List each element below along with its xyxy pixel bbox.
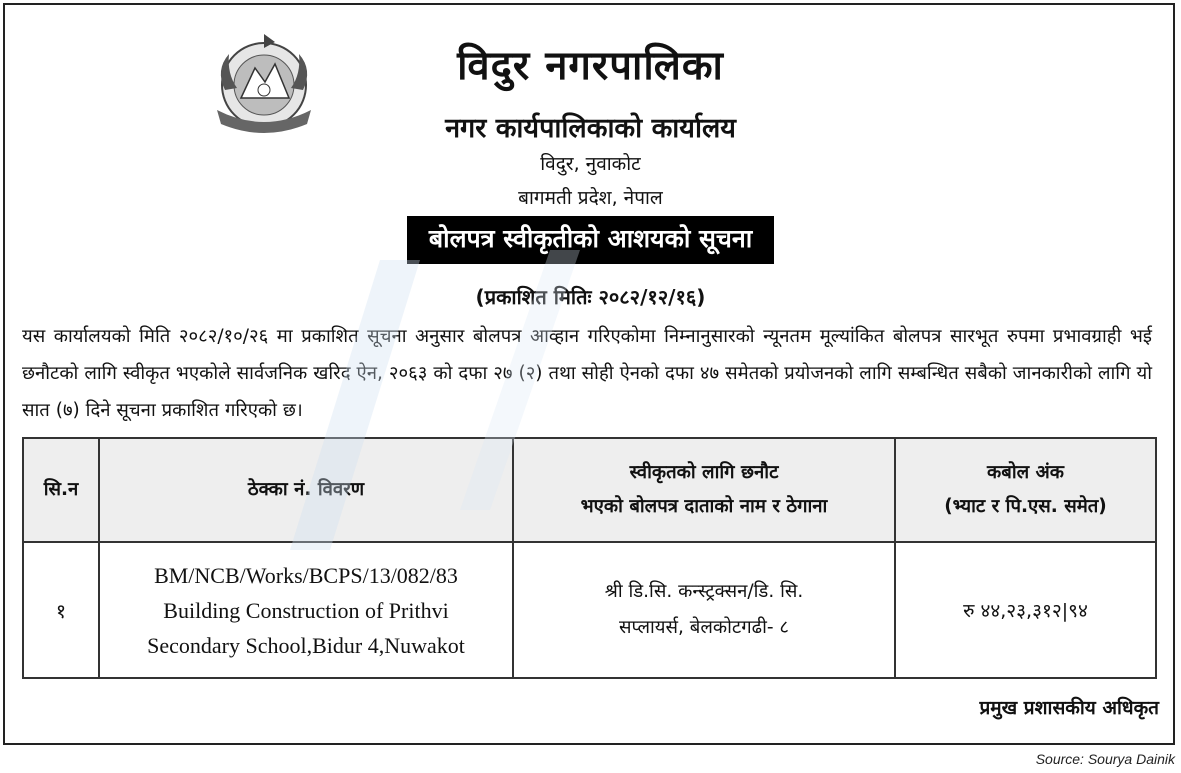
cell-bidder: [513, 542, 895, 678]
published-date: (प्रकाशित मितिः २०८२/१२/१६): [475, 285, 706, 309]
office-province: बागमती प्रदेश, नेपाल: [518, 187, 663, 209]
row-bidder-line1: श्री डि.सि. कन्स्ट्रक्सन/डि. सि.: [604, 581, 804, 602]
office-location: विदुर, नुवाकोट: [540, 153, 641, 175]
row-description-line2: Building Construction of Prithvi: [163, 597, 449, 623]
header-description: [99, 438, 513, 542]
header-bidder: [513, 438, 895, 542]
row-bidder-line2: सप्लायर्स, बेलकोटगढी- ८: [618, 617, 790, 638]
table-header-row: [23, 438, 1156, 542]
row-serial: १: [55, 598, 67, 623]
notice-title-wrap: [0, 216, 1181, 264]
cell-serial: [23, 542, 99, 678]
header-amount: [895, 438, 1156, 542]
table-row: [23, 542, 1156, 678]
bid-table: [22, 437, 1157, 679]
cell-description: [99, 542, 513, 678]
header-amount-line2: (भ्याट र पि.एस. समेत): [944, 496, 1107, 517]
header-description-label: ठेक्का नं. विवरण: [247, 479, 365, 500]
source-credit: Source: Sourya Dainik: [1035, 751, 1175, 767]
cell-amount: [895, 542, 1156, 678]
header-bidder-line2: भएको बोलपत्र दाताको नाम र ठेगाना: [580, 496, 828, 517]
header-amount-line1: कबोल अंक: [987, 462, 1064, 483]
row-amount: रु ४४,२३,३१२|९४: [963, 600, 1088, 622]
row-contract-number: BM/NCB/Works/BCPS/13/082/83: [154, 562, 458, 588]
header-serial-label: सि.न: [43, 479, 79, 500]
municipality-title: विदुर नगरपालिका: [457, 43, 724, 89]
notice-title: बोलपत्र स्वीकृतीको आशयको सूचना: [407, 216, 774, 264]
row-description-line3: Secondary School,Bidur 4,Nuwakot: [147, 632, 465, 658]
header-bidder-line1: स्वीकृतको लागि छनौट: [629, 462, 779, 483]
notice-body: यस कार्यालयको मिति २०८२/१०/२६ मा प्रकाशित सूचना अनुसार बोलपत्र आव्हान गरिएकोमा निम्नानुसारको न्यूनतम मूल्यांकित बोलपत्र सारभूत रुपमा प्रभावग्राही भई छनौटको लागि स्वीकृत भएकोले सार्वजनिक खरिद ऐन, २०६३ को दफा २७ (२) तथा सोही ऐनको दफा ४७ समेतको प्रयोजनको लागि सम्बन्धित सबैको जानकारीको लागि यो सात (७) दिने सूचना प्रकाशित गरिएको छ।: [22, 326, 1152, 421]
signatory: प्रमुख प्रशासकीय अधिकृत: [979, 697, 1159, 719]
office-title: नगर कार्यपालिकाको कार्यालय: [445, 113, 736, 144]
header-serial: [23, 438, 99, 542]
